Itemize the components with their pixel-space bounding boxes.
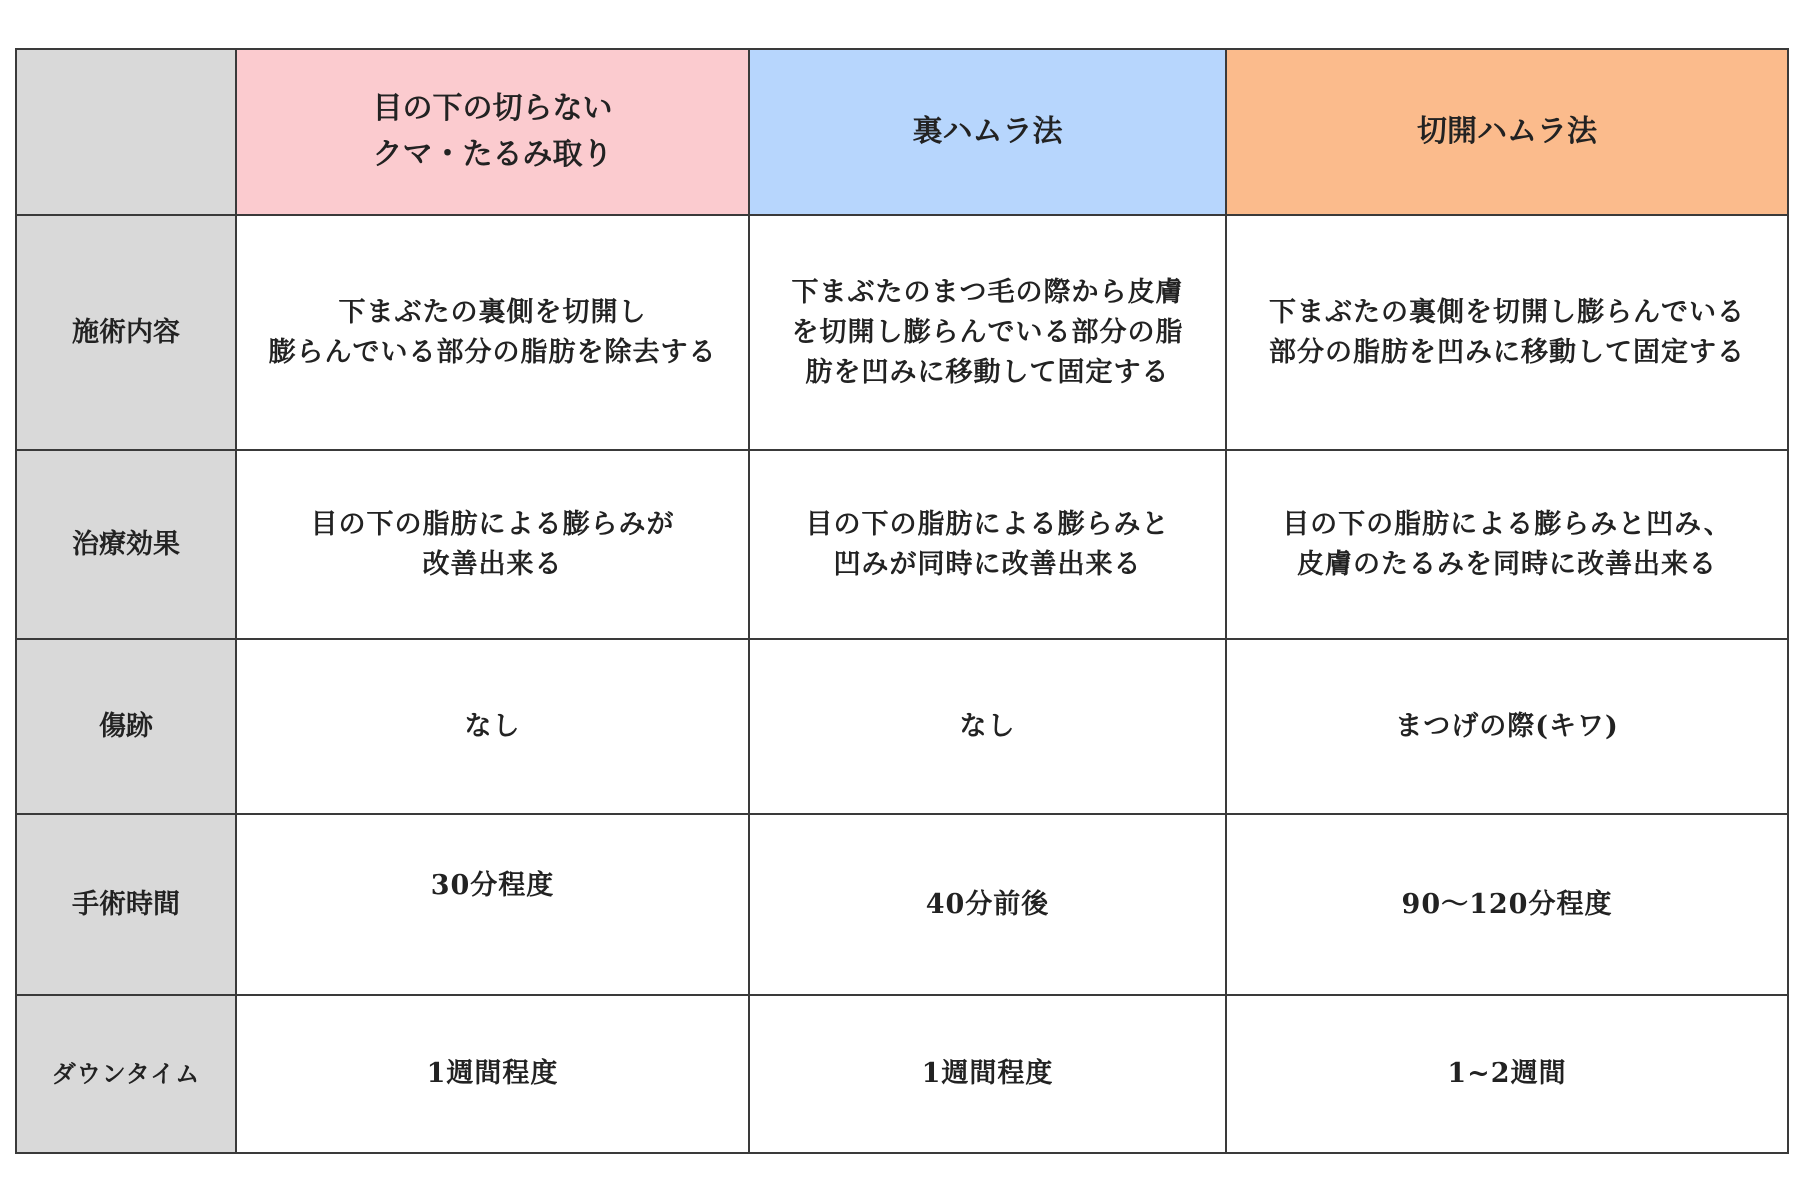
table-row-surgery-time xyxy=(16,814,1788,995)
cell-downtime-col3: 1~2週間 xyxy=(1226,995,1788,1153)
row-label-downtime: ダウンタイム xyxy=(16,995,236,1153)
cell-downtime-col1: 1週間程度 xyxy=(236,995,749,1153)
table-row-downtime xyxy=(16,995,1788,1153)
table-row-effect xyxy=(16,450,1788,639)
cell-effect-col2: 目の下の脂肪による膨らみと 凹みが同時に改善出来る xyxy=(749,450,1226,639)
cell-effect-col1: 目の下の脂肪による膨らみが 改善出来る xyxy=(236,450,749,639)
row-label-effect: 治療効果 xyxy=(16,450,236,639)
cell-downtime-col2: 1週間程度 xyxy=(749,995,1226,1153)
header-row xyxy=(16,49,1788,215)
row-label-procedure: 施術内容 xyxy=(16,215,236,450)
row-label-scar: 傷跡 xyxy=(16,639,236,814)
corner-cell xyxy=(16,49,236,215)
comparison-table xyxy=(15,48,1789,1154)
cell-scar-col3: まつげの際(キワ) xyxy=(1226,639,1788,814)
header-col1: 目の下の切らない クマ・たるみ取り xyxy=(236,49,749,215)
cell-effect-col3: 目の下の脂肪による膨らみと凹み、 皮膚のたるみを同時に改善出来る xyxy=(1226,450,1788,639)
cell-procedure-col2: 下まぶたのまつ毛の際から皮膚 を切開し膨らんでいる部分の脂 肪を凹みに移動して固定する xyxy=(749,215,1226,450)
cell-scar-col2: なし xyxy=(749,639,1226,814)
header-col3: 切開ハムラ法 xyxy=(1226,49,1788,215)
table-row-procedure xyxy=(16,215,1788,450)
cell-scar-col1: なし xyxy=(236,639,749,814)
cell-procedure-col3: 下まぶたの裏側を切開し膨らんでいる 部分の脂肪を凹みに移動して固定する xyxy=(1226,215,1788,450)
row-label-surgery-time: 手術時間 xyxy=(16,814,236,995)
cell-surgery-time-col3: 90〜120分程度 xyxy=(1226,814,1788,995)
table-row-scar xyxy=(16,639,1788,814)
cell-procedure-col1: 下まぶたの裏側を切開し 膨らんでいる部分の脂肪を除去する xyxy=(236,215,749,450)
header-col2: 裏ハムラ法 xyxy=(749,49,1226,215)
cell-surgery-time-col2: 40分前後 xyxy=(749,814,1226,995)
cell-surgery-time-col1: 30分程度 xyxy=(236,814,749,995)
